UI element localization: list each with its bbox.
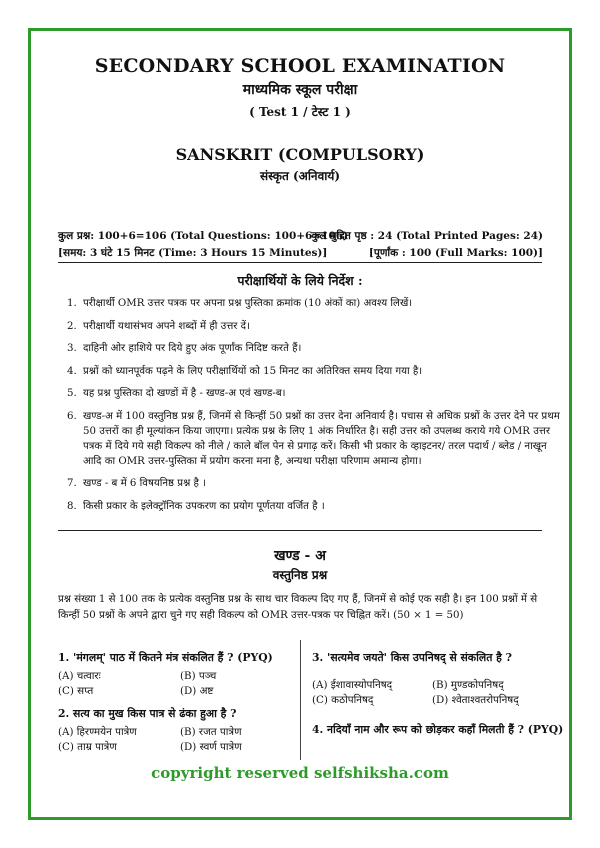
q2-option-a: (A) हिरण्मयेन पात्रेण bbox=[58, 726, 137, 738]
divider-middle bbox=[58, 530, 542, 531]
instruction-item: 4. प्रश्नों को ध्यानपूर्वक पढ़ने के लिए परीक्षार्थियों को 15 मिनट का अतिरिक्त समय दिया गया है। bbox=[80, 364, 566, 379]
question-3: 3. 'सत्यमेव जयते' किस उपनिषद् से संकलित है ? bbox=[312, 651, 512, 664]
subject-title: SANSKRIT (COMPULSORY) bbox=[175, 145, 425, 164]
q3-option-c: (C) कठोपनिषद् bbox=[312, 694, 374, 706]
q1-option-b: (B) पञ्च bbox=[180, 670, 217, 682]
q2-option-b: (B) रजत पात्रेण bbox=[180, 726, 242, 738]
instruction-item: 3. दाहिनी ओर हाशिये पर दिये हुए अंक पूर्णांक निदिष्ट करते हैं। bbox=[80, 341, 566, 356]
exam-title-hindi: माध्यमिक स्कूल परीक्षा bbox=[242, 82, 358, 98]
question-4: 4. नदियाँ नाम और रूप को छोड़कर कहाँ मिलती हैं ? (PYQ) bbox=[312, 723, 564, 736]
instruction-item: 5. यह प्रश्न पुस्तिका दो खण्डों में है - खण्ड-अ एवं खण्ड-ब। bbox=[80, 386, 566, 401]
time-allowed: [समय: 3 घंटे 15 मिनट (Time: 3 Hours 15 Minutes)] bbox=[58, 247, 328, 259]
q1-option-a: (A) चत्वारः bbox=[58, 670, 101, 682]
q2-option-c: (C) ताम्र पात्रेण bbox=[58, 741, 117, 753]
q3-option-b: (B) मुण्डकोपनिषद् bbox=[432, 679, 504, 691]
instruction-item: 1. परीक्षार्थी OMR उत्तर पत्रक पर अपना प्रश्न पुस्तिका क्रमांक (10 अंकों का) अवश्य लिखें। bbox=[80, 296, 566, 311]
instructions-list bbox=[58, 296, 566, 521]
q3-option-d: (D) श्वेताश्वतरोपनिषद् bbox=[432, 694, 519, 706]
question-2: 2. सत्य का मुख किस पात्र से ढंका हुआ है ? bbox=[58, 707, 237, 720]
divider-top bbox=[58, 262, 542, 263]
q1-option-c: (C) सप्त bbox=[58, 685, 94, 697]
instruction-item: 6. खण्ड-अ में 100 वस्तुनिष्ठ प्रश्न हैं, जिनमें से किन्हीं 50 प्रश्नों का उत्तर देना अनिवार्य है। पचास से अधिक प्रश्नों के उत्तर देने पर प्रथम 50 उत्तरों का ही मूल्यांकन किया जाएगा। प्रत्येक प्रश्न के लिए 1 अंक निर्धारित है। सही उत्तर को उपलब्ध कराये गये OMR उत्तर पत्रक में दिये गये सही विकल्प को नीले / काले बॉल पेन से प्रगाढ़ करें। किसी भी प्रकार के व्हाइटनर/ तरल पदार्थ / ब्लेड / नाखून आदि का OMR उत्तर-पुस्तिका में प्रयोग करना मना है, अन्यथा परीक्षा परिणाम अमान्य होगा। bbox=[80, 409, 566, 469]
q1-option-d: (D) अष्ट bbox=[180, 685, 214, 697]
copyright-text: copyright reserved selfshiksha.com bbox=[151, 764, 449, 782]
printed-pages: कुल मुद्रित पृष्ठ : 24 (Total Printed Pages: 24) bbox=[311, 230, 543, 242]
question-1: 1. 'मंगलम्' पाठ में कितने मंत्र संकलित हैं ? (PYQ) bbox=[58, 651, 273, 664]
full-marks: [पूर्णांक : 100 (Full Marks: 100)] bbox=[368, 247, 543, 259]
section-note: प्रश्न संख्या 1 से 100 तक के प्रत्येक वस्तुनिष्ठ प्रश्न के साथ चार विकल्प दिए गए हैं, जिनमें से कोई एक सही है। इन 100 प्रश्नों में से किन्हीं 50 प्रश्नों के अपने द्वारा चुने गए सही विकल्प को OMR उत्तर-पत्रक पर चिह्नित करें। (50 × 1 = 50) bbox=[58, 594, 538, 621]
total-questions: कुल प्रश्न: 100+6=106 (Total Questions: 100+6=106) bbox=[58, 230, 349, 242]
instruction-item: 7. खण्ड - ब में 6 विषयनिष्ठ प्रश्न है । bbox=[80, 476, 566, 491]
instructions-title: परीक्षार्थियों के लिये निर्देश : bbox=[237, 273, 363, 288]
exam-title: SECONDARY SCHOOL EXAMINATION bbox=[94, 55, 506, 77]
column-divider bbox=[300, 640, 301, 760]
test-label: ( Test 1 / टेस्ट 1 ) bbox=[249, 105, 351, 119]
section-title: खण्ड - अ bbox=[274, 548, 326, 564]
section-subtitle: वस्तुनिष्ठ प्रश्न bbox=[272, 568, 328, 582]
instruction-item: 8. किसी प्रकार के इलेक्ट्रॉनिक उपकरण का प्रयोग पूर्णतया वर्जित है । bbox=[80, 499, 566, 514]
instruction-item: 2. परीक्षार्थी यथासंभव अपने शब्दों में ही उत्तर दें। bbox=[80, 319, 566, 334]
subject-title-hindi: संस्कृत (अनिवार्य) bbox=[259, 169, 341, 183]
q3-option-a: (A) ईशावास्योपनिषद् bbox=[312, 679, 393, 691]
q2-option-d: (D) स्वर्ण पात्रेण bbox=[180, 741, 242, 753]
